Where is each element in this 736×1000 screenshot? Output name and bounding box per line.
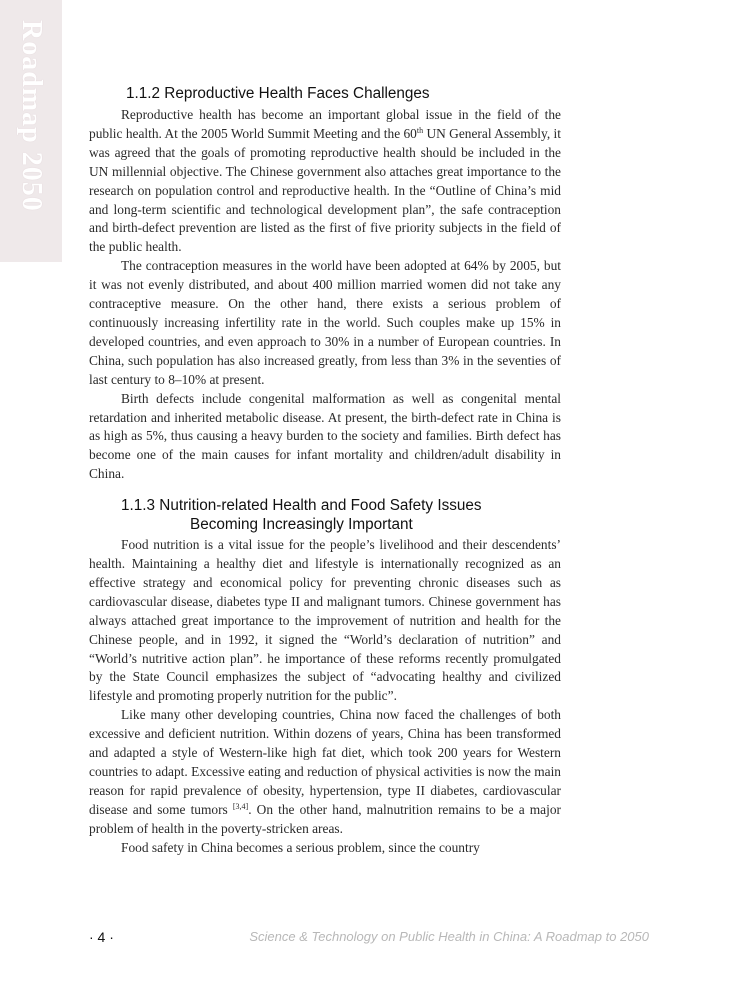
side-tab-label: Roadmap 2050 — [16, 20, 47, 212]
paragraph: Food nutrition is a vital issue for the people’s livelihood and their descendents’ health. Maintaining a healthy diet and lifestyle is internationally recognized as an effective strategy and economical policy for preventing chronic diseases such as cardiovascular disease, diabetes type II and malignant tumors. Chinese government has always attached great importance to the improvement of nutrition and health for the Chinese people, and in 1992, it signed the “World’s declaration of nutrition” and “World’s nutritive action plan”. he importance of these reforms recently promulgated by the State Council emphasizes the subject of “advocating healthy and civilized lifestyle and promoting properly nutrition for the public”. — [89, 537, 561, 704]
citation: [3,4] — [232, 801, 249, 811]
paragraph: Reproductive health has become an important global issue in the field of the public health. At the 2005 World Summit Meeting and the 60th UN General Assembly, it was agreed that the goals of promoting reproductive health should be included in the UN millennial objective. The Chinese government also attaches great importance to the research on population control and reproductive health. In the “Outline of China’s mid and long-term scientific and technological development plan”, the safe contraception and birth-defect prevention are listed as the first of five priority subjects in the field of the public health. — [89, 107, 561, 255]
paragraph: Food safety in China becomes a serious problem, since the country — [121, 839, 480, 855]
section-heading-nutrition — [121, 496, 561, 534]
heading-line-1: 1.1.3 Nutrition-related Health and Food Safety Issues — [121, 497, 482, 515]
section-heading-reproductive-health: 1.1.2 Reproductive Health Faces Challenges — [126, 85, 430, 102]
paragraph: Birth defects include congenital malformation as well as congenital mental retardation and inherited metabolic disease. At present, the birth-defect rate in China is as high as 5%, thus causing a heavy burden to the society and families. Birth defect has become one of the main causes for infant mortality and children/adult disability in China. — [89, 390, 561, 482]
superscript: th — [416, 125, 424, 135]
paragraph: Like many other developing countries, China now faced the challenges of both excessive and deficient nutrition. Within dozens of years, China has been transformed and adapted a style of Western-like high fat diet, which took 200 years for Western countries to adapt. Excessive eating and reduction of physical activities is now the main reason for rapid prevalence of obesity, hypertension, type II diabetes, cardiovascular disease and some tumors [3,4]. On the other hand, malnutrition remains to be a major problem of health in the poverty-stricken areas. — [89, 707, 561, 836]
running-title: Science & Technology on Public Health in China: A Roadmap to 2050 — [249, 929, 649, 944]
heading-line-2: Becoming Increasingly Important — [190, 516, 413, 534]
page-body — [89, 84, 561, 858]
page-footer — [89, 929, 649, 947]
paragraph: The contraception measures in the world have been adopted at 64% by 2005, but it was not evenly distributed, and about 400 million married women did not take any contraceptive measure. On the other hand, there exists a serious problem of continuously increasing infertility rate in the world. Such couples make up 15% in developed countries, and even approach to 30% in a number of European countries. In China, such population has also increased greatly, from less than 3% in the seventies of last century to 8–10% at present. — [89, 258, 561, 387]
side-tab — [0, 0, 62, 262]
page-number: · 4 · — [89, 929, 114, 945]
